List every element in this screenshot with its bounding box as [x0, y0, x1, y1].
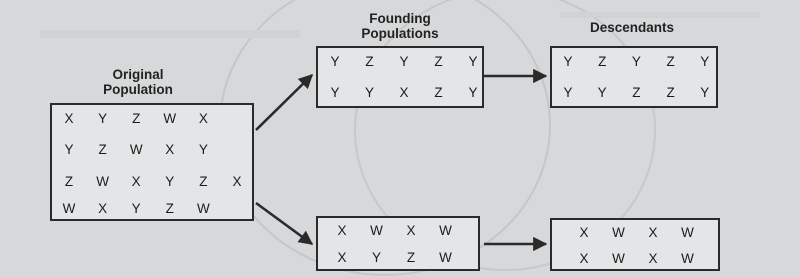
- descendants-1-box: [550, 46, 718, 108]
- allele-letter: X: [579, 225, 589, 240]
- allele-letter: W: [612, 251, 625, 266]
- allele-letter: X: [337, 223, 347, 238]
- arrow-original-to-founding-2: [256, 203, 312, 244]
- allele-letter: W: [439, 250, 452, 265]
- allele-letter: Z: [199, 174, 208, 189]
- arrow-original-to-founding-1: [256, 75, 312, 130]
- allele-letter: Z: [598, 54, 607, 69]
- allele-letter: Z: [632, 85, 641, 100]
- allele-letter: W: [129, 142, 143, 157]
- heading-founding-line-2: Populations: [361, 26, 439, 41]
- allele-letter: Y: [198, 142, 208, 157]
- allele-letter: Y: [330, 54, 340, 69]
- heading-original-line-2: Population: [103, 82, 173, 97]
- allele-letter: Y: [563, 54, 573, 69]
- allele-letter: X: [648, 225, 658, 240]
- allele-letter: Y: [563, 85, 573, 100]
- heading-original-line-1: Original: [112, 67, 164, 82]
- allele-letter: Z: [666, 85, 675, 100]
- allele-letter: Y: [330, 85, 340, 100]
- allele-letter: X: [399, 85, 409, 100]
- allele-letter: X: [648, 251, 658, 266]
- allele-letter: Y: [131, 201, 141, 216]
- original-population-box: [50, 103, 254, 221]
- allele-letter: X: [337, 250, 347, 265]
- allele-letter: Y: [468, 85, 478, 100]
- allele-letter: Y: [364, 85, 374, 100]
- allele-letter: Y: [700, 54, 710, 69]
- allele-letter: X: [579, 251, 589, 266]
- allele-letter: W: [681, 225, 694, 240]
- allele-letter: W: [96, 174, 109, 189]
- allele-letter: W: [62, 201, 76, 216]
- allele-letter: W: [163, 111, 177, 126]
- allele-letter: Z: [434, 54, 443, 69]
- heading-founding-line-1: Founding: [369, 11, 431, 26]
- allele-letter: Y: [399, 54, 409, 69]
- allele-letter: Z: [64, 174, 74, 189]
- allele-letter: Z: [365, 54, 374, 69]
- heading-founding-populations: [340, 11, 460, 41]
- allele-letter: Y: [700, 85, 710, 100]
- allele-letter: X: [131, 174, 141, 189]
- allele-letter: W: [197, 201, 210, 216]
- allele-letter: Y: [165, 174, 175, 189]
- allele-letter: Z: [165, 201, 174, 216]
- allele-letter: Y: [631, 54, 641, 69]
- allele-letter: Y: [98, 111, 108, 126]
- allele-letter: W: [439, 223, 452, 238]
- allele-letter: W: [612, 225, 625, 240]
- allele-letter: Z: [406, 250, 416, 265]
- allele-letter: X: [165, 142, 175, 157]
- allele-letter: X: [406, 223, 416, 238]
- allele-letter: X: [232, 174, 242, 189]
- founding-population-2-box: [316, 216, 480, 271]
- allele-letter: Y: [597, 85, 607, 100]
- allele-letter: Y: [468, 54, 478, 69]
- allele-letter: W: [370, 223, 383, 238]
- founding-population-1-box: [316, 46, 484, 108]
- allele-letter: X: [98, 201, 108, 216]
- allele-letter: Z: [666, 54, 675, 69]
- allele-letter: Y: [371, 250, 381, 265]
- heading-original-population: [78, 67, 198, 97]
- allele-letter: Z: [434, 85, 443, 100]
- allele-letter: X: [64, 111, 74, 126]
- allele-letter: Y: [64, 142, 74, 157]
- descendants-2-box: [550, 218, 720, 271]
- allele-letter: X: [198, 111, 208, 126]
- allele-letter: W: [681, 251, 694, 266]
- allele-letter: Z: [98, 142, 107, 157]
- allele-letter: Z: [132, 111, 141, 126]
- heading-descendants: Descendants: [589, 20, 675, 35]
